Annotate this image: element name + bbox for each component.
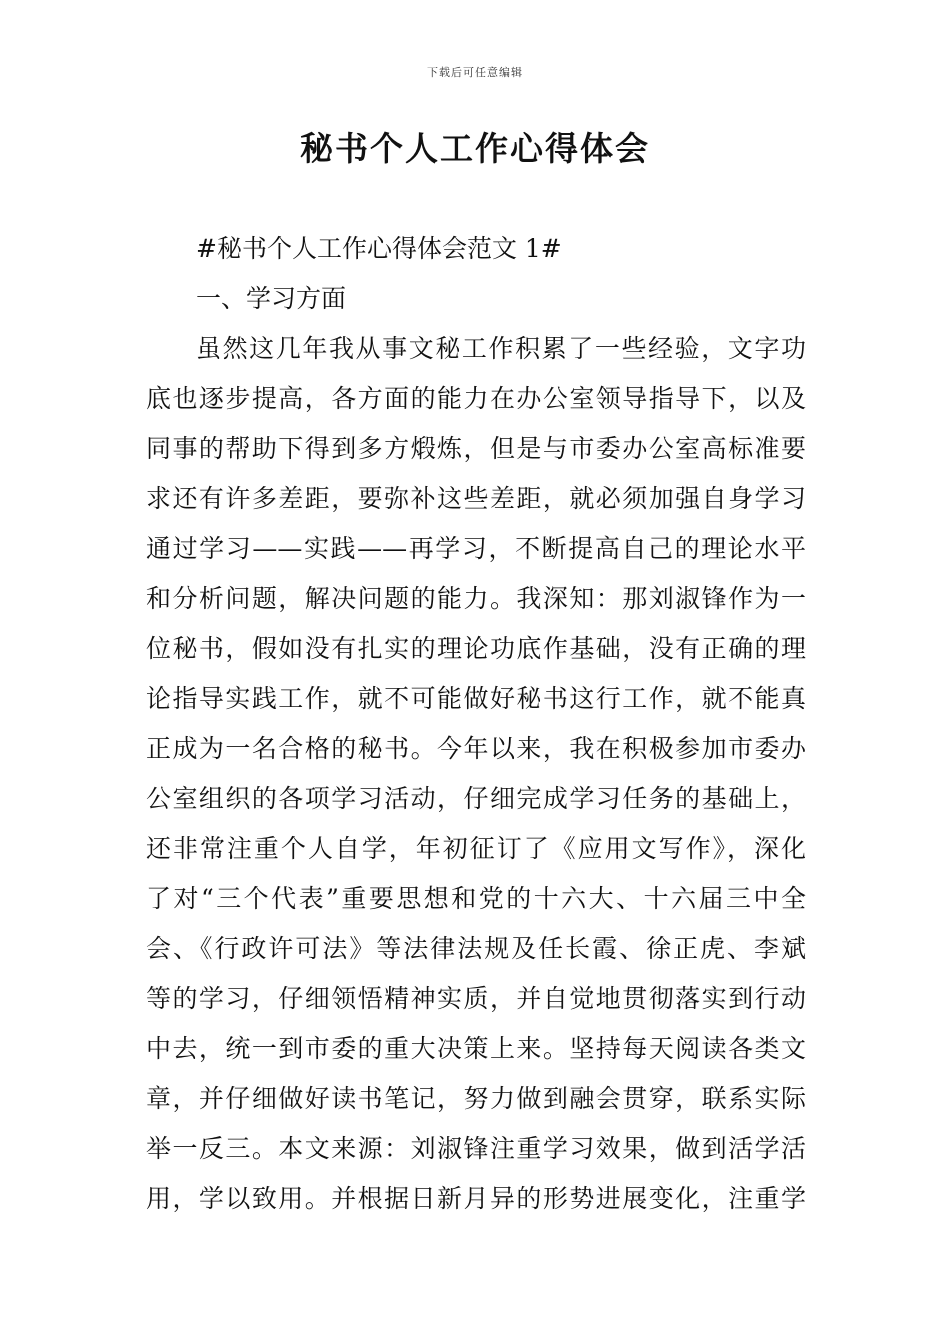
paragraph-line: 举一反三。本文来源：刘淑锋注重学习效果，做到活学活 bbox=[146, 1134, 806, 1163]
paragraph-line: 正成为一名合格的秘书。今年以来，我在积极参加市委办 bbox=[146, 734, 806, 763]
section-heading: #秘书个人工作心得体会范文 1# bbox=[196, 234, 562, 263]
paragraph-line: 了对“三个代表”重要思想和党的十六大、十六届三中全 bbox=[146, 884, 806, 913]
document-body bbox=[146, 224, 806, 1224]
paragraph-line: 和分析问题，解决问题的能力。我深知：那刘淑锋作为一 bbox=[146, 584, 806, 613]
paragraph-line: 还非常注重个人自学，年初征订了《应用文写作》，深化 bbox=[146, 834, 806, 863]
paragraph-line: 会、《行政许可法》等法律法规及任长霞、徐正虎、李斌 bbox=[146, 934, 806, 963]
paragraph-line: 虽然这几年我从事文秘工作积累了一些经验，文字功 bbox=[196, 334, 806, 363]
paragraph-line: 同事的帮助下得到多方煅炼，但是与市委办公室高标准要 bbox=[146, 434, 806, 463]
paragraph-line: 章，并仔细做好读书笔记，努力做到融会贯穿，联系实际 bbox=[146, 1084, 806, 1113]
paragraph-line: 公室组织的各项学习活动，仔细完成学习任务的基础上， bbox=[146, 784, 806, 813]
paragraph-line: 位秘书，假如没有扎实的理论功底作基础，没有正确的理 bbox=[146, 634, 806, 663]
document-title: 秘书个人工作心得体会 bbox=[300, 129, 650, 168]
paragraph-line: 求还有许多差距，要弥补这些差距，就必须加强自身学习 bbox=[146, 484, 806, 513]
paragraph-line: 底也逐步提高，各方面的能力在办公室领导指导下，以及 bbox=[146, 384, 806, 413]
paragraph-line: 等的学习，仔细领悟精神实质，并自觉地贯彻落实到行动 bbox=[146, 984, 806, 1013]
paragraph bbox=[146, 324, 806, 1224]
paragraph-line: 中去，统一到市委的重大决策上来。坚持每天阅读各类文 bbox=[146, 1034, 806, 1063]
paragraph-line: 通过学习——实践——再学习，不断提高自己的理论水平 bbox=[146, 534, 806, 563]
subheading: 一、学习方面 bbox=[196, 284, 347, 313]
header-note: 下载后可任意编辑 bbox=[427, 66, 523, 79]
paragraph-line: 用，学以致用。并根据日新月异的形势进展变化，注重学 bbox=[146, 1184, 806, 1213]
paragraph-line: 论指导实践工作，就不可能做好秘书这行工作，就不能真 bbox=[146, 684, 806, 713]
